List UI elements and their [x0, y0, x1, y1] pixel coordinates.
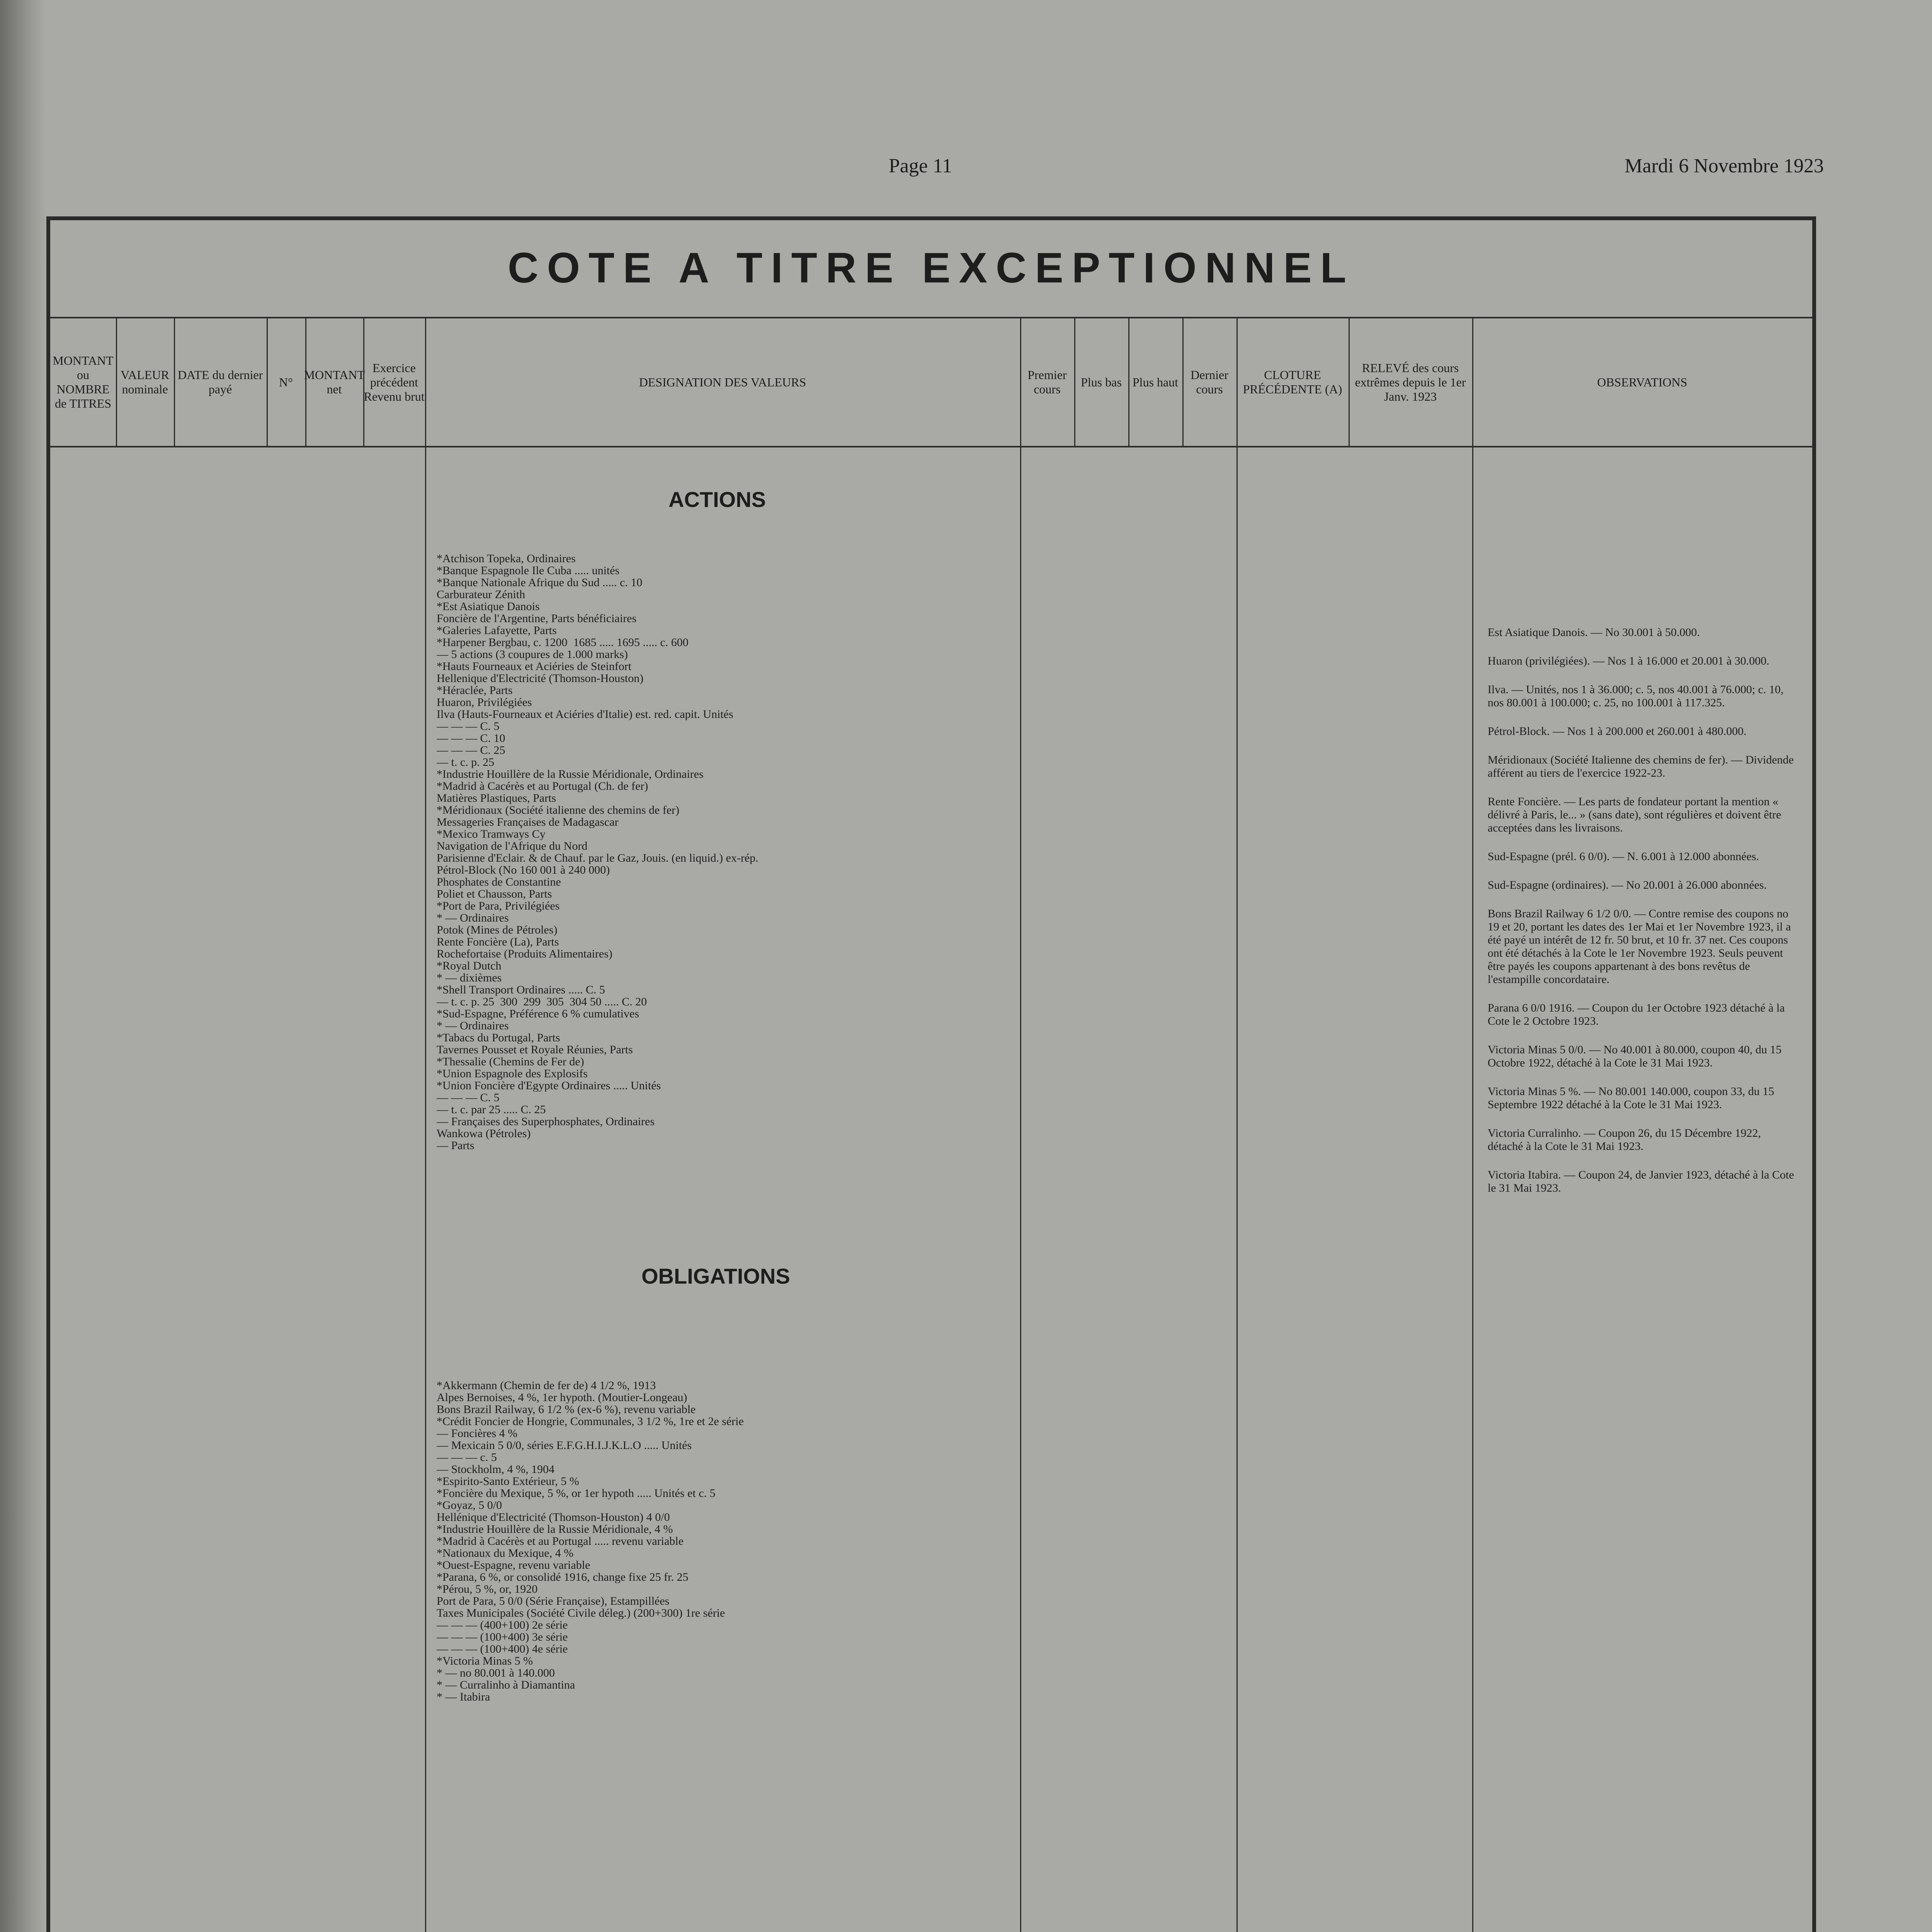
action-row: * — Ordinaires: [437, 1020, 509, 1032]
action-row: *Héraclée, Parts: [437, 684, 513, 696]
action-row: *Industrie Houillère de la Russie Méridionale, Ordinaires: [437, 768, 704, 780]
obligation-row: — Foncières 4 %: [437, 1427, 518, 1439]
action-row: Foncière de l'Argentine, Parts bénéficiaires: [437, 612, 637, 624]
observation-note: Victoria Minas 5 %. — No 80.001 140.000, coupon 33, du 15 Septembre 1922 détaché à la Cote le 31 Mai 1923.: [1488, 1085, 1774, 1111]
obligation-row: * — no 80.001 à 140.000: [437, 1667, 555, 1679]
observation-note: Méridionaux (Société Italienne des chemins de fer). — Dividende afférent au tiers de l'exercice 1922-23.: [1488, 753, 1794, 779]
action-row: *Royal Dutch: [437, 960, 502, 972]
obligations-section-title: OBLIGATIONS: [641, 1264, 790, 1288]
obligation-row: *Crédit Foncier de Hongrie, Communales, 3 1/2 %, 1re et 2e série: [437, 1415, 744, 1427]
action-row: — — — C. 10: [437, 732, 505, 744]
observation-note: Pétrol-Block. — Nos 1 à 200.000 et 260.001 à 480.000.: [1488, 725, 1747, 738]
observation-note: Sud-Espagne (ordinaires). — No 20.001 à 26.000 abonnées.: [1488, 879, 1767, 891]
newspaper-page: [46, 147, 1824, 1932]
page-date: Mardi 6 Novembre 1923: [1624, 155, 1824, 177]
observation-note: Rente Foncière. — Les parts de fondateur portant la mention « délivré à Paris, le... » (sans date), sont régulières et doivent être acceptées dans les livraisons.: [1488, 795, 1781, 834]
obligation-row: — Stockholm, 4 %, 1904: [437, 1463, 554, 1475]
observation-note: Parana 6 0/0 1916. — Coupon du 1er Octobre 1923 détaché à la Cote le 2 Octobre 1923.: [1488, 1002, 1785, 1027]
divider-cours: [1020, 444, 1021, 1932]
col-no: N°: [267, 318, 306, 446]
obligation-row: Hellénique d'Electricité (Thomson-Houston) 4 0/0: [437, 1511, 670, 1523]
action-row: Rente Foncière (La), Parts: [437, 936, 559, 948]
obligations-list: [437, 1379, 1016, 1703]
action-row: Ilva (Hauts-Fourneaux et Aciéries d'Italie) est. red. capit. Unités: [437, 708, 733, 720]
action-row: Phosphates de Constantine: [437, 876, 561, 888]
obligation-row: — — — (100+400) 3e série: [437, 1631, 568, 1643]
action-row: *Hauts Fourneaux et Aciéries de Steinfort: [437, 660, 632, 672]
page-binding: [0, 0, 46, 1932]
action-row: *Union Espagnole des Explosifs: [437, 1068, 588, 1080]
action-row: — t. c. p. 25 300 299 305 304 50 ..... C. 20: [437, 996, 647, 1008]
obligation-row: *Madrid à Cacérès et au Portugal ..... revenu variable: [437, 1535, 684, 1547]
observation-note: Bons Brazil Railway 6 1/2 0/0. — Contre remise des coupons no 19 et 20, portant les dates des 1er Mai et 1er Novembre 1923, il a été payé un intérêt de 12 fr. 50 brut, et 10 fr. 37 net. Ces coupons ont été détachés à la Cote le 1er Novembre 1923. Seuls peuvent être payés les coupons appartenant à des bons revêtus de l'estampille concordataire.: [1488, 907, 1791, 986]
obligation-row: Port de Para, 5 0/0 (Série Française), Estampillées: [437, 1595, 670, 1607]
action-row: *Madrid à Cacérès et au Portugal (Ch. de fer): [437, 780, 648, 792]
observation-note: Est Asiatique Danois. — No 30.001 à 50.000.: [1488, 626, 1700, 639]
action-row: *Sud-Espagne, Préférence 6 % cumulatives: [437, 1008, 639, 1020]
page-header: [46, 147, 1824, 189]
action-row: *Harpener Bergbau, c. 1200 1685 ..... 1695 ..... c. 600: [437, 636, 689, 648]
col-montant: MONTANT ou NOMBRE de TITRES: [50, 318, 117, 446]
action-row: — t. c. par 25 ..... C. 25: [437, 1104, 546, 1116]
obligation-row: *Foncière du Mexique, 5 %, or 1er hypoth ..... Unités et c. 5: [437, 1487, 716, 1499]
observation-note: Huaron (privilégiées). — Nos 1 à 16.000 et 20.001 à 30.000.: [1488, 655, 1770, 667]
action-row: — — — C. 5: [437, 1092, 500, 1104]
observation-note: Ilva. — Unités, nos 1 à 36.000; c. 5, nos 40.001 à 76.000; c. 10, nos 80.001 à 100.000; c. 25, no 100.001 à 117.325.: [1488, 683, 1784, 709]
col-dernier: Dernier cours: [1182, 318, 1238, 446]
action-row: Hellenique d'Electricité (Thomson-Houston): [437, 672, 644, 684]
action-row: Matières Plastiques, Parts: [437, 792, 556, 804]
action-row: Wankowa (Pétroles): [437, 1128, 531, 1139]
divider-observations: [1472, 444, 1473, 1932]
action-row: — — — C. 25: [437, 744, 505, 756]
action-row: Messageries Françaises de Madagascar: [437, 816, 619, 828]
actions-section-title: ACTIONS: [668, 487, 766, 512]
obligation-row: — — — (400+100) 2e série: [437, 1619, 568, 1631]
action-row: Navigation de l'Afrique du Nord: [437, 840, 588, 852]
action-row: Carburateur Zénith: [437, 588, 526, 600]
cote-exceptionnel-table: [46, 216, 1816, 1932]
obligation-row: *Ouest-Espagne, revenu variable: [437, 1559, 590, 1571]
action-row: *Galeries Lafayette, Parts: [437, 624, 557, 636]
action-row: Pétrol-Block (No 160 001 à 240 000): [437, 864, 610, 876]
divider-designation: [425, 444, 426, 1932]
action-row: *Banque Espagnole Ile Cuba ..... unités: [437, 565, 620, 577]
col-montant-net: MONTANT net: [305, 318, 364, 446]
action-row: — — — C. 5: [437, 720, 500, 732]
divider-cloture: [1236, 444, 1238, 1932]
obligation-row: *Nationaux du Mexique, 4 %: [437, 1547, 574, 1559]
col-plus-haut: Plus haut: [1128, 318, 1184, 446]
col-plus-bas: Plus bas: [1074, 318, 1129, 446]
obligation-row: * — Itabira: [437, 1691, 490, 1703]
obligation-row: *Akkermann (Chemin de fer de) 4 1/2 %, 1913: [437, 1379, 656, 1391]
action-row: Tavernes Pousset et Royale Réunies, Parts: [437, 1044, 633, 1056]
col-exercice: Exercice précédent Revenu brut: [363, 318, 426, 446]
action-row: *Tabacs du Portugal, Parts: [437, 1032, 560, 1044]
observation-note: Victoria Curralinho. — Coupon 26, du 15 Décembre 1922, détaché à la Cote le 31 Mai 1923.: [1488, 1127, 1761, 1153]
observation-note: Victoria Itabira. — Coupon 24, de Janvier 1923, détaché à la Cote le 31 Mai 1923.: [1488, 1168, 1794, 1194]
obligation-row: * — Curralinho à Diamantina: [437, 1679, 575, 1691]
action-row: *Port de Para, Privilégiées: [437, 900, 560, 912]
action-row: *Union Foncière d'Egypte Ordinaires ..... Unités: [437, 1080, 661, 1092]
action-row: — Parts: [437, 1139, 474, 1151]
action-row: Rochefortaise (Produits Alimentaires): [437, 948, 612, 960]
col-cloture: CLOTURE PRÉCÉDENTE (A): [1236, 318, 1350, 446]
column-headers: [50, 317, 1812, 447]
obligation-row: *Goyaz, 5 0/0: [437, 1499, 502, 1511]
action-row: Potok (Mines de Pétroles): [437, 924, 558, 936]
col-releve: RELEVÉ des cours extrêmes depuis le 1er Janv. 1923: [1349, 318, 1473, 446]
obligation-row: Taxes Municipales (Société Civile déleg.) (200+300) 1re série: [437, 1607, 725, 1619]
obligation-row: — Mexicain 5 0/0, séries E.F.G.H.I.J.K.L.O ..... Unités: [437, 1439, 692, 1451]
col-valeur: VALEUR nominale: [116, 318, 175, 446]
col-designation: DESIGNATION DES VALEURS: [425, 318, 1021, 446]
action-row: * — Ordinaires: [437, 912, 509, 924]
action-row: Huaron, Privilégiées: [437, 696, 532, 708]
obligation-row: Alpes Bernoises, 4 %, 1er hypoth. (Moutier-Longeau): [437, 1391, 687, 1403]
action-row: — Françaises des Superphosphates, Ordinaires: [437, 1116, 655, 1128]
action-row: Parisienne d'Eclair. & de Chauf. par le Gaz, Jouis. (en liquid.) ex-rép.: [437, 852, 759, 864]
obligation-row: *Industrie Houillère de la Russie Méridionale, 4 %: [437, 1523, 673, 1535]
obligation-row: — — — c. 5: [437, 1451, 497, 1463]
action-row: *Méridionaux (Société italienne des chemins de fer): [437, 804, 680, 816]
main-title: COTE A TITRE EXCEPTIONNEL: [508, 244, 1355, 292]
page-number: Page 11: [889, 155, 952, 177]
observation-note: Victoria Minas 5 0/0. — No 40.001 à 80.000, coupon 40, du 15 Octobre 1922, détaché à la Cote le 31 Mai 1923.: [1488, 1043, 1782, 1069]
observations-notes: [1488, 626, 1797, 1210]
action-row: — t. c. p. 25: [437, 756, 495, 768]
action-row: Poliet et Chausson, Parts: [437, 888, 552, 900]
observation-note: Sud-Espagne (prél. 6 0/0). — N. 6.001 à 12.000 abonnées.: [1488, 850, 1759, 863]
action-row: *Atchison Topeka, Ordinaires: [437, 553, 576, 565]
obligation-row: *Parana, 6 %, or consolidé 1916, change fixe 25 fr. 25: [437, 1571, 689, 1583]
col-observations: OBSERVATIONS: [1597, 375, 1687, 389]
obligation-row: *Espirito-Santo Extérieur, 5 %: [437, 1475, 579, 1487]
obligation-row: *Victoria Minas 5 %: [437, 1655, 533, 1667]
obligation-row: Bons Brazil Railway, 6 1/2 % (ex-6 %), revenu variable: [437, 1403, 696, 1415]
action-row: *Est Asiatique Danois: [437, 600, 540, 612]
action-row: *Mexico Tramways Cy: [437, 828, 546, 840]
obligation-row: *Pérou, 5 %, or, 1920: [437, 1583, 538, 1595]
action-row: *Thessalie (Chemins de Fer de): [437, 1056, 584, 1068]
action-row: * — dixièmes: [437, 972, 502, 984]
col-date: DATE du dernier payé: [174, 318, 268, 446]
obligation-row: — — — (100+400) 4e série: [437, 1643, 568, 1655]
action-row: *Banque Nationale Afrique du Sud ..... c. 10: [437, 577, 643, 588]
action-row: *Shell Transport Ordinaires ..... C. 5: [437, 984, 605, 996]
actions-list: [437, 553, 1016, 1151]
action-row: — 5 actions (3 coupures de 1.000 marks): [437, 648, 628, 660]
col-premier: Premier cours: [1020, 318, 1075, 446]
